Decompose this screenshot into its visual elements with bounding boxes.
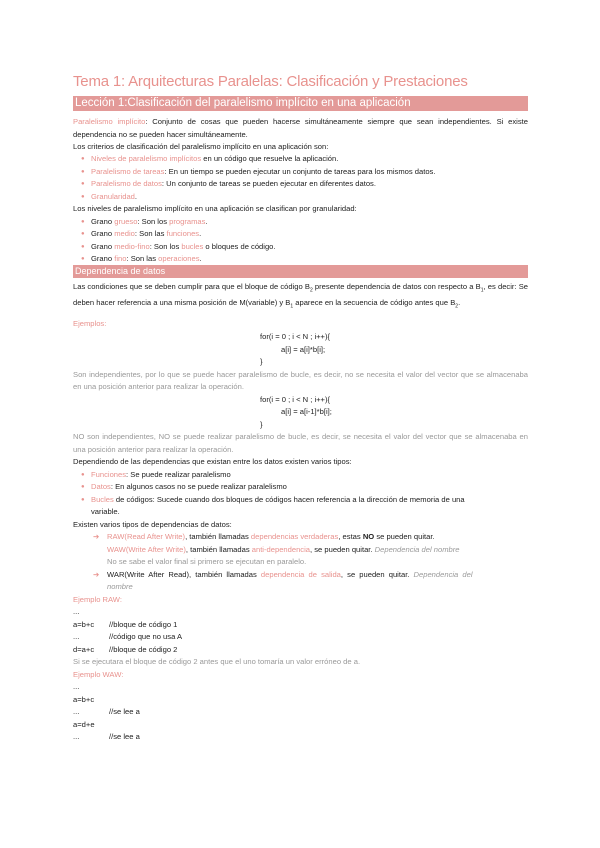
war-note-continuation: nombre: [107, 582, 133, 591]
note: Dependencia del: [413, 569, 473, 579]
text: , también llamadas: [185, 544, 252, 554]
paragraph-implicit: [73, 116, 528, 141]
term: programas: [169, 216, 206, 226]
code-line: [73, 694, 94, 707]
text: : Son los: [149, 241, 182, 251]
code-left: ...: [73, 682, 80, 691]
text: : Son los: [137, 216, 170, 226]
text: : Conjunto de cosas que pueden hacerse simultáneamente siempre que sean independientes. Si existe dependencia no se pueden hacer simultáneamente.: [73, 117, 528, 139]
list-item: [91, 494, 465, 507]
term: Paralelismo de datos: [91, 179, 162, 188]
subscript: 2: [309, 287, 313, 294]
code-left: d=a+c: [73, 644, 95, 654]
list-item: [91, 241, 276, 254]
paragraph-raw-explanation: Si se ejecutara el bloque de código 2 antes que el uno tomaría un valor erróneo de a.: [73, 657, 361, 666]
term: medio-fino: [114, 241, 150, 251]
term: dependencia de salida: [260, 569, 341, 579]
text: , también llamadas: [185, 532, 251, 541]
code-left: a=d+e: [73, 719, 95, 729]
text: se pueden quitar.: [374, 532, 435, 541]
code-comment: //se lee a: [109, 707, 140, 716]
text: : Un conjunto de tareas se pueden ejecutar en diferentes datos.: [161, 179, 376, 188]
term: Funciones: [91, 469, 127, 479]
text: Grano: [91, 241, 115, 251]
note: Dependencia del nombre: [374, 544, 460, 554]
waw-note: No se sabe el valor final si primero se ejecutan en paralelo.: [107, 557, 307, 566]
term: RAW(Read After Write): [107, 532, 186, 541]
paragraph-conditions: [73, 281, 528, 313]
code-left: ...: [73, 707, 80, 716]
text: aparece en la secuencia de código antes que B: [293, 298, 456, 308]
page-title: Tema 1: Arquitecturas Paralelas: Clasificación y Prestaciones: [73, 73, 468, 90]
term: operaciones: [158, 254, 200, 263]
text: .: [205, 216, 208, 226]
subscript: 1: [290, 303, 294, 310]
text: , se pueden quitar.: [310, 544, 375, 554]
section-heading: Dependencia de datos: [73, 265, 528, 278]
paragraph-granularity: Los niveles de paralelismo implícito en una aplicación se clasifican por granularidad:: [73, 204, 357, 213]
example-raw-label: Ejemplo RAW:: [73, 594, 122, 604]
term: Paralelismo de tareas: [91, 166, 165, 176]
code-comment: //bloque de código 1: [109, 619, 178, 629]
emphasis: NO: [362, 532, 375, 541]
code-line: [73, 731, 140, 744]
code-line: [73, 706, 140, 719]
examples-label: Ejemplos:: [73, 319, 107, 328]
term: medio: [114, 229, 135, 238]
term: Bucles: [91, 494, 114, 504]
text: : En algunos casos no se puede realizar paralelismo: [110, 482, 287, 491]
list-item: [91, 228, 201, 241]
code-line: }: [260, 419, 263, 429]
arrow-icon: ➔: [93, 569, 100, 579]
arrow-item-raw: [93, 531, 528, 544]
text: presente dependencia de datos con respecto a B: [312, 282, 481, 291]
code-line: [73, 719, 95, 732]
term: anti-dependencia: [251, 544, 311, 554]
text: : En un tiempo se pueden ejecutar un conjunto de tareas para los mismos datos.: [164, 166, 436, 176]
text: Grano: [91, 216, 115, 226]
code-line: [73, 619, 178, 632]
list-item: [91, 166, 435, 179]
text: .: [199, 254, 202, 263]
list-item: [91, 253, 202, 266]
paragraph-types: Dependiendo de las dependencias que existan entre los datos existen varios tipos:: [73, 457, 352, 466]
code-line: a[i] = a[i-1]*b[i];: [281, 407, 332, 416]
code-line: }: [260, 357, 263, 366]
code-comment: //se lee a: [109, 732, 140, 741]
paragraph-dependency-kinds: Existen varios tipos de dependencias de datos:: [73, 519, 232, 529]
text: .: [199, 229, 202, 238]
code-left: a=b+c: [73, 694, 95, 704]
text: en un código que resuelve la aplicación.: [201, 154, 339, 163]
list-item: [91, 178, 376, 191]
text: , se pueden quitar.: [340, 569, 414, 579]
term: Datos: [91, 482, 111, 491]
term: Granularidad: [91, 191, 135, 201]
code-line: for(i = 0 ; i < N ; i++){: [260, 332, 331, 341]
subscript: 1: [480, 287, 484, 294]
list-item-continuation: variable.: [91, 507, 120, 516]
arrow-icon: ➔: [93, 532, 100, 541]
text: : Son las: [126, 254, 159, 263]
code-line: [73, 631, 183, 644]
waw-item: [107, 544, 528, 557]
code-comment: //código que no usa A: [109, 632, 183, 641]
list-item: [91, 216, 208, 229]
subscript: 2: [455, 303, 459, 310]
text: , es decir: Se deben hacer referencia a una misma posición de M(variable) y B: [73, 282, 528, 308]
list-item: [91, 481, 287, 494]
term: grueso: [114, 216, 138, 226]
term: dependencias verdaderas: [250, 532, 339, 541]
code-line: [73, 606, 79, 619]
code-left: a=b+c: [73, 619, 95, 629]
code-left: ...: [73, 732, 80, 741]
text: , estas: [338, 532, 363, 541]
text: Las condiciones que se deben cumplir para que el bloque de código B: [73, 282, 310, 291]
list-item: [91, 153, 338, 166]
term: funciones: [166, 229, 200, 238]
text: Grano: [91, 254, 115, 263]
term: bucles: [181, 241, 204, 251]
paragraph-criteria: Los criterios de clasificación del paralelismo implícito en una aplicación son:: [73, 142, 329, 151]
text: de códigos: Sucede cuando dos bloques de códigos hacen referencia a la dirección de memoria de una: [113, 494, 465, 504]
code-left: ...: [73, 607, 80, 616]
text: .: [134, 191, 138, 201]
list-item: [91, 469, 231, 482]
text: : Se puede realizar paralelismo: [126, 469, 231, 479]
term: Paralelismo implícito: [73, 117, 146, 126]
lesson-heading: Lección 1:Clasificación del paralelismo implícito en una aplicación: [73, 96, 528, 111]
text: o bloques de código.: [203, 241, 276, 251]
paragraph-independent: Son independientes, por lo que se puede hacer paralelismo de bucle, es decir, no se necesita el valor del vector que se almacenaba en una posición anterior para realizar la operación.: [73, 369, 528, 391]
code-comment: //bloque de código 2: [109, 644, 178, 654]
term: Niveles de paralelismo implícitos: [91, 154, 202, 163]
code-line: a[i] = a[i]*b[i];: [281, 344, 326, 354]
term: WAW(Write After Write): [107, 544, 186, 554]
term: fino: [114, 254, 127, 263]
code-left: ...: [73, 632, 80, 641]
paragraph-not-independent: NO son independientes, NO se puede realizar paralelismo de bucle, es decir, se necesita el valor del vector que se almacenaba en una posición anterior para realizar la operación.: [73, 432, 528, 454]
list-item: [91, 191, 137, 204]
text: : Son las: [134, 229, 167, 238]
arrow-item-war: [93, 569, 528, 582]
example-waw-label: Ejemplo WAW:: [73, 669, 124, 679]
code-line: [73, 644, 178, 657]
text: .: [458, 298, 461, 308]
text: WAR(Write After Read), también llamadas: [107, 569, 261, 579]
code-line: [73, 681, 79, 694]
code-line: for(i = 0 ; i < N ; i++){: [260, 394, 331, 404]
text: Grano: [91, 229, 115, 238]
